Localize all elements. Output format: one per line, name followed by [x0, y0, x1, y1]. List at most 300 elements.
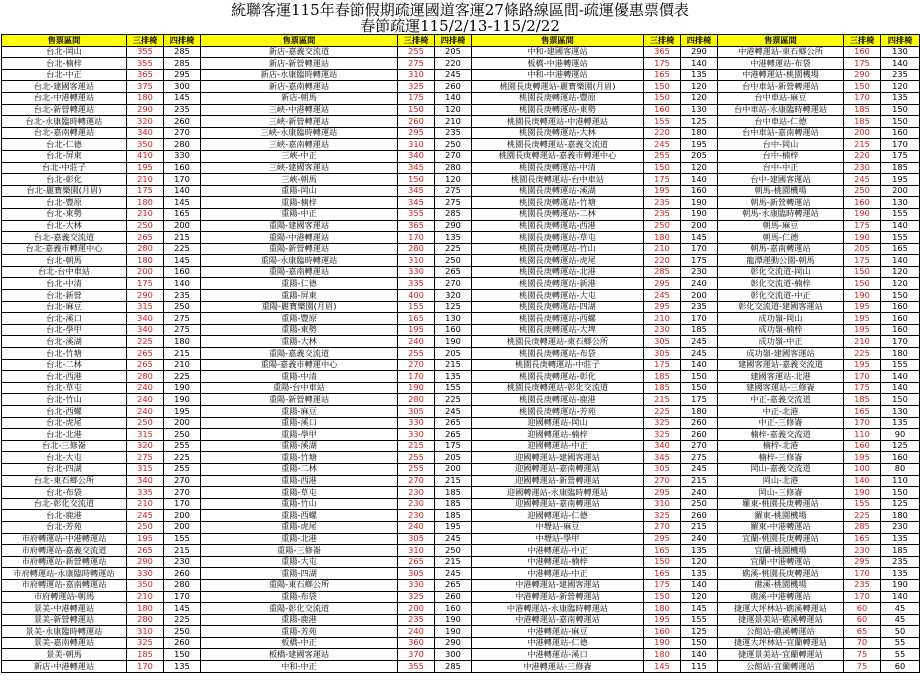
three-row-price-cell: 150: [398, 174, 435, 186]
three-row-price-cell: 240: [127, 382, 164, 394]
four-row-price-cell: 160: [164, 162, 201, 174]
four-row-price-cell: 175: [881, 150, 920, 162]
four-row-price-cell: 80: [881, 463, 920, 475]
four-row-price-cell: 125: [681, 116, 718, 128]
route-cell: 朝馬-嘉南轉運站: [718, 243, 844, 255]
four-row-price-cell: 280: [164, 139, 201, 151]
four-row-price-cell: 190: [681, 208, 718, 220]
three-row-price-cell: 240: [398, 626, 435, 638]
table-row: [2, 243, 920, 255]
three-row-price-cell: 175: [127, 185, 164, 197]
route-cell: 捷運景美站-宜蘭轉運站: [718, 649, 844, 661]
table-row: [2, 661, 920, 673]
four-row-price-cell: 205: [435, 46, 472, 58]
four-row-price-cell: 265: [435, 429, 472, 441]
four-row-price-cell: 130: [881, 46, 920, 58]
table-row: [2, 545, 920, 557]
route-cell: 台中車站-永康臨時轉運站: [718, 104, 844, 116]
four-row-price-cell: 180: [681, 127, 718, 139]
route-cell: 台北-中港轉運站: [2, 92, 127, 104]
col-header-route: 售票區間: [472, 35, 644, 47]
four-row-price-cell: 150: [881, 487, 920, 499]
route-cell: 中港轉運站-建國客運站: [472, 579, 644, 591]
table-row: [2, 429, 920, 441]
four-row-price-cell: 125: [435, 301, 472, 313]
col-header-route: 售票區間: [201, 35, 398, 47]
four-row-price-cell: 280: [164, 579, 201, 591]
route-cell: 成功嶺-楠梓: [718, 324, 844, 336]
four-row-price-cell: 275: [435, 197, 472, 209]
three-row-price-cell: 310: [398, 255, 435, 267]
route-cell: 三峽-朝馬: [201, 174, 398, 186]
three-row-price-cell: 255: [398, 463, 435, 475]
fare-table-body: [2, 46, 920, 672]
three-row-price-cell: 150: [644, 556, 681, 568]
four-row-price-cell: 135: [681, 69, 718, 81]
four-row-price-cell: 140: [164, 278, 201, 290]
three-row-price-cell: 160: [844, 440, 881, 452]
route-cell: 桃園長庚轉運站-麗寶樂園(月眉): [472, 81, 644, 93]
four-row-price-cell: 160: [681, 185, 718, 197]
route-cell: 景美-中港轉運站: [2, 603, 127, 615]
route-cell: 捷運景美站-礁溪轉運站: [718, 614, 844, 626]
route-cell: 重陽-麻豆: [201, 406, 398, 418]
table-row: [2, 440, 920, 452]
route-cell: 宜蘭-桃園長庚轉運站: [718, 533, 844, 545]
route-cell: 重陽-建國客運站: [201, 220, 398, 232]
three-row-price-cell: 325: [398, 591, 435, 603]
four-row-price-cell: 130: [881, 197, 920, 209]
three-row-price-cell: 230: [398, 498, 435, 510]
four-row-price-cell: 245: [435, 568, 472, 580]
route-cell: 建國客運站-嘉義交流道: [718, 359, 844, 371]
route-cell: 中正-嘉義交流道: [718, 394, 844, 406]
four-row-price-cell: 260: [435, 81, 472, 93]
three-row-price-cell: 145: [644, 661, 681, 673]
four-row-price-cell: 245: [681, 336, 718, 348]
three-row-price-cell: 175: [127, 278, 164, 290]
four-row-price-cell: 260: [681, 510, 718, 522]
four-row-price-cell: 135: [881, 568, 920, 580]
route-cell: 市府轉運站-嘉南轉運站: [2, 579, 127, 591]
three-row-price-cell: 180: [127, 92, 164, 104]
route-cell: 桃園長庚轉運站-新港: [472, 278, 644, 290]
four-row-price-cell: 120: [435, 174, 472, 186]
route-cell: 迎國轉運站-新營轉運站: [472, 475, 644, 487]
route-cell: 桃園長庚轉運站-大屯: [472, 290, 644, 302]
three-row-price-cell: 220: [644, 255, 681, 267]
four-row-price-cell: 200: [164, 220, 201, 232]
route-cell: 桃園長庚轉運站-四湖: [472, 301, 644, 313]
route-cell: 重陽-新營轉運站: [201, 243, 398, 255]
three-row-price-cell: 190: [398, 382, 435, 394]
table-row: [2, 591, 920, 603]
four-row-price-cell: 285: [164, 58, 201, 70]
three-row-price-cell: 280: [398, 243, 435, 255]
four-row-price-cell: 140: [881, 382, 920, 394]
route-cell: 重陽-彰化交流道: [201, 603, 398, 615]
col-header-four-row: 四排椅: [435, 35, 472, 47]
col-header-three-row: 三排椅: [398, 35, 435, 47]
three-row-price-cell: 60: [844, 603, 881, 615]
three-row-price-cell: 190: [644, 637, 681, 649]
col-header-route: 售票區間: [718, 35, 844, 47]
route-cell: 迎國轉運站-仁德: [472, 510, 644, 522]
route-cell: 礁溪-桃園長庚轉運站: [718, 568, 844, 580]
four-row-price-cell: 185: [881, 545, 920, 557]
route-cell: 朝馬-新營轉運站: [718, 197, 844, 209]
three-row-price-cell: 185: [127, 649, 164, 661]
four-row-price-cell: 160: [435, 324, 472, 336]
four-row-price-cell: 240: [681, 487, 718, 499]
route-cell: 台北-中莊子: [2, 162, 127, 174]
route-cell: 重陽-新營轉運站: [201, 394, 398, 406]
route-cell: 重陽-台中車站: [201, 382, 398, 394]
table-row: [2, 521, 920, 533]
three-row-price-cell: 365: [644, 46, 681, 58]
col-header-four-row: 四排椅: [681, 35, 718, 47]
four-row-price-cell: 245: [435, 406, 472, 418]
four-row-price-cell: 265: [435, 579, 472, 591]
table-row: [2, 150, 920, 162]
table-row: [2, 46, 920, 58]
four-row-price-cell: 160: [881, 452, 920, 464]
three-row-price-cell: 305: [398, 406, 435, 418]
route-cell: 台中-岡山: [718, 139, 844, 151]
three-row-price-cell: 195: [398, 324, 435, 336]
three-row-price-cell: 255: [644, 150, 681, 162]
four-row-price-cell: 205: [681, 150, 718, 162]
route-cell: 迎國轉運站-永康臨時轉運站: [472, 487, 644, 499]
four-row-price-cell: 150: [681, 637, 718, 649]
table-row: [2, 603, 920, 615]
four-row-price-cell: 250: [435, 255, 472, 267]
four-row-price-cell: 140: [681, 58, 718, 70]
four-row-price-cell: 185: [435, 510, 472, 522]
four-row-price-cell: 265: [435, 417, 472, 429]
route-cell: 台北-楠梓: [2, 58, 127, 70]
route-cell: 重陽-嘉義市轉運中心: [201, 359, 398, 371]
route-cell: 三峽-永康臨時轉運站: [201, 127, 398, 139]
route-cell: 市府轉運站-新營轉運站: [2, 556, 127, 568]
four-row-price-cell: 190: [435, 614, 472, 626]
route-cell: 台北-虎尾: [2, 417, 127, 429]
three-row-price-cell: 315: [127, 301, 164, 313]
four-row-price-cell: 215: [435, 359, 472, 371]
route-cell: 彰化交流道-建國客運站: [718, 301, 844, 313]
four-row-price-cell: 120: [681, 591, 718, 603]
three-row-price-cell: 170: [844, 591, 881, 603]
four-row-price-cell: 130: [881, 406, 920, 418]
four-row-price-cell: 250: [435, 139, 472, 151]
route-cell: 迎國轉運站-建國客運站: [472, 452, 644, 464]
four-row-price-cell: 200: [164, 521, 201, 533]
four-row-price-cell: 250: [435, 545, 472, 557]
three-row-price-cell: 255: [398, 452, 435, 464]
route-cell: 迎國轉運站-嘉南轉運站: [472, 498, 644, 510]
route-cell: 桃園長庚轉運站-西港: [472, 220, 644, 232]
four-row-price-cell: 50: [881, 626, 920, 638]
four-row-price-cell: 205: [435, 348, 472, 360]
route-cell: 建國客運站-北港: [718, 371, 844, 383]
table-row: [2, 487, 920, 499]
route-cell: 台北-西港: [2, 371, 127, 383]
four-row-price-cell: 200: [881, 185, 920, 197]
three-row-price-cell: 325: [644, 429, 681, 441]
route-cell: 桃園長庚轉運站-大埤: [472, 324, 644, 336]
four-row-price-cell: 160: [881, 127, 920, 139]
four-row-price-cell: 300: [435, 649, 472, 661]
four-row-price-cell: 190: [681, 197, 718, 209]
route-cell: 重陽-虎尾: [201, 521, 398, 533]
table-row: [2, 139, 920, 151]
route-cell: 台北-溪湖: [2, 336, 127, 348]
route-cell: 三峽-中正: [201, 150, 398, 162]
four-row-price-cell: 180: [881, 510, 920, 522]
four-row-price-cell: 190: [164, 394, 201, 406]
four-row-price-cell: 115: [681, 661, 718, 673]
three-row-price-cell: 150: [844, 278, 881, 290]
route-cell: 市府轉運站-永康臨時轉運站: [2, 568, 127, 580]
route-cell: 重陽-大林: [201, 336, 398, 348]
route-cell: 楠梓-三修崙: [718, 452, 844, 464]
four-row-price-cell: 285: [435, 208, 472, 220]
four-row-price-cell: 135: [435, 232, 472, 244]
route-cell: 公館站-宜蘭轉運站: [718, 661, 844, 673]
four-row-price-cell: 135: [681, 568, 718, 580]
route-cell: 景美-永康臨時轉運站: [2, 626, 127, 638]
three-row-price-cell: 195: [127, 533, 164, 545]
route-cell: 台北-芳苑: [2, 521, 127, 533]
four-row-price-cell: 275: [164, 324, 201, 336]
table-row: [2, 220, 920, 232]
route-cell: 新店-嘉義交流道: [201, 46, 398, 58]
three-row-price-cell: 210: [127, 208, 164, 220]
three-row-price-cell: 195: [127, 162, 164, 174]
four-row-price-cell: 140: [681, 174, 718, 186]
route-cell: 桃園長庚轉運站-彰化交流道: [472, 382, 644, 394]
three-row-price-cell: 230: [844, 545, 881, 557]
four-row-price-cell: 145: [164, 197, 201, 209]
four-row-price-cell: 215: [164, 545, 201, 557]
three-row-price-cell: 165: [644, 545, 681, 557]
route-cell: 成功嶺-建國客運站: [718, 348, 844, 360]
four-row-price-cell: 270: [435, 150, 472, 162]
four-row-price-cell: 275: [681, 452, 718, 464]
three-row-price-cell: 175: [844, 220, 881, 232]
route-cell: 迎國轉運站-嘉南轉運站: [472, 463, 644, 475]
route-cell: 楠梓-北港: [718, 440, 844, 452]
route-cell: 中港轉運站-東石鄉公所: [718, 46, 844, 58]
four-row-price-cell: 265: [435, 266, 472, 278]
route-cell: 重陽-豐原: [201, 313, 398, 325]
three-row-price-cell: 240: [398, 521, 435, 533]
four-row-price-cell: 140: [435, 92, 472, 104]
four-row-price-cell: 185: [681, 324, 718, 336]
three-row-price-cell: 275: [398, 58, 435, 70]
four-row-price-cell: 205: [435, 452, 472, 464]
three-row-price-cell: 340: [127, 313, 164, 325]
four-row-price-cell: 135: [681, 545, 718, 557]
three-row-price-cell: 100: [844, 463, 881, 475]
route-cell: 桃園長庚轉運站-竹塘: [472, 197, 644, 209]
three-row-price-cell: 295: [644, 533, 681, 545]
three-row-price-cell: 330: [398, 417, 435, 429]
route-cell: 台北-台中車站: [2, 266, 127, 278]
four-row-price-cell: 140: [881, 255, 920, 267]
four-row-price-cell: 260: [164, 568, 201, 580]
four-row-price-cell: 190: [435, 626, 472, 638]
route-cell: 中正-三修崙: [718, 417, 844, 429]
route-cell: 中和-中港轉運站: [472, 69, 644, 81]
four-row-price-cell: 145: [681, 232, 718, 244]
route-cell: 重陽-竹塘: [201, 452, 398, 464]
table-row: [2, 348, 920, 360]
three-row-price-cell: 160: [844, 46, 881, 58]
three-row-price-cell: 150: [644, 92, 681, 104]
table-row: [2, 127, 920, 139]
route-cell: 中和-建國客運站: [472, 46, 644, 58]
four-row-price-cell: 120: [681, 92, 718, 104]
route-cell: 桃園長庚轉運站-東石鄉公所: [472, 336, 644, 348]
three-row-price-cell: 340: [644, 440, 681, 452]
three-row-price-cell: 265: [398, 556, 435, 568]
three-row-price-cell: 195: [844, 324, 881, 336]
route-cell: 桃園長庚轉運站-北港: [472, 266, 644, 278]
four-row-price-cell: 145: [164, 92, 201, 104]
four-row-price-cell: 120: [881, 81, 920, 93]
three-row-price-cell: 340: [127, 127, 164, 139]
three-row-price-cell: 250: [127, 417, 164, 429]
route-cell: 台中車站-仁德: [718, 116, 844, 128]
three-row-price-cell: 195: [844, 359, 881, 371]
route-cell: 羅東-桃園機場: [718, 510, 844, 522]
route-cell: 市府轉運站-中港轉運站: [2, 533, 127, 545]
route-cell: 三峽-建國客運站: [201, 162, 398, 174]
route-cell: 重陽-三修崙: [201, 545, 398, 557]
route-cell: 台北-東勢: [2, 208, 127, 220]
route-cell: 台北-彰化: [2, 174, 127, 186]
three-row-price-cell: 170: [844, 92, 881, 104]
route-cell: 中港轉運站-楠梓: [472, 556, 644, 568]
three-row-price-cell: 195: [844, 301, 881, 313]
three-row-price-cell: 325: [644, 510, 681, 522]
route-cell: 台北-嘉義交流道: [2, 232, 127, 244]
three-row-price-cell: 305: [398, 533, 435, 545]
route-cell: 中港轉運站-麻豆: [472, 626, 644, 638]
route-cell: 台北-北港: [2, 429, 127, 441]
route-cell: 朝馬-桃園機場: [718, 185, 844, 197]
four-row-price-cell: 45: [881, 614, 920, 626]
three-row-price-cell: 215: [644, 394, 681, 406]
route-cell: 景美-朝馬: [2, 649, 127, 661]
three-row-price-cell: 175: [644, 58, 681, 70]
four-row-price-cell: 170: [881, 336, 920, 348]
three-row-price-cell: 270: [398, 475, 435, 487]
four-row-price-cell: 55: [881, 637, 920, 649]
four-row-price-cell: 225: [164, 452, 201, 464]
four-row-price-cell: 215: [164, 348, 201, 360]
four-row-price-cell: 200: [164, 510, 201, 522]
four-row-price-cell: 190: [164, 382, 201, 394]
four-row-price-cell: 270: [164, 475, 201, 487]
three-row-price-cell: 355: [127, 58, 164, 70]
three-row-price-cell: 205: [844, 243, 881, 255]
three-row-price-cell: 150: [844, 266, 881, 278]
route-cell: 台北-新營轉運站: [2, 104, 127, 116]
three-row-price-cell: 250: [127, 220, 164, 232]
four-row-price-cell: 185: [881, 162, 920, 174]
route-cell: 羅東-桃園長庚轉運站: [718, 498, 844, 510]
table-row: [2, 626, 920, 638]
route-cell: 中港轉運站-溪口: [472, 649, 644, 661]
route-cell: 重陽-嘉南轉運站: [201, 266, 398, 278]
table-row: [2, 510, 920, 522]
four-row-price-cell: 170: [164, 498, 201, 510]
four-row-price-cell: 185: [435, 487, 472, 499]
four-row-price-cell: 260: [164, 637, 201, 649]
four-row-price-cell: 240: [681, 278, 718, 290]
three-row-price-cell: 210: [644, 313, 681, 325]
table-row: [2, 185, 920, 197]
route-cell: 台北-東石鄉公所: [2, 475, 127, 487]
route-cell: 台北-岡山: [2, 46, 127, 58]
table-row: [2, 579, 920, 591]
three-row-price-cell: 245: [644, 139, 681, 151]
route-cell: 台北-朝馬: [2, 255, 127, 267]
route-cell: 桃園長庚轉運站-中莊子: [472, 359, 644, 371]
three-row-price-cell: 175: [844, 58, 881, 70]
three-row-price-cell: 310: [398, 69, 435, 81]
table-row: [2, 568, 920, 580]
three-row-price-cell: 365: [127, 69, 164, 81]
four-row-price-cell: 135: [881, 417, 920, 429]
three-row-price-cell: 170: [844, 417, 881, 429]
route-cell: 台北-草屯: [2, 382, 127, 394]
four-row-price-cell: 155: [881, 232, 920, 244]
route-cell: 桃園長庚轉運站-布袋: [472, 348, 644, 360]
three-row-price-cell: 170: [844, 568, 881, 580]
three-row-price-cell: 190: [844, 487, 881, 499]
route-cell: 台北-三修崙: [2, 440, 127, 452]
route-cell: 中港轉運站-中正: [472, 545, 644, 557]
col-header-three-row: 三排椅: [644, 35, 681, 47]
three-row-price-cell: 170: [398, 232, 435, 244]
route-cell: 礁溪-中港轉運站: [718, 591, 844, 603]
three-row-price-cell: 350: [127, 139, 164, 151]
route-cell: 新店-永康臨時轉運站: [201, 69, 398, 81]
three-row-price-cell: 280: [127, 371, 164, 383]
three-row-price-cell: 175: [644, 579, 681, 591]
four-row-price-cell: 285: [435, 661, 472, 673]
three-row-price-cell: 170: [398, 371, 435, 383]
four-row-price-cell: 215: [435, 475, 472, 487]
route-cell: 重陽-麗寶樂園(月眉): [201, 301, 398, 313]
four-row-price-cell: 200: [681, 290, 718, 302]
four-row-price-cell: 130: [435, 313, 472, 325]
page-subtitle: 春節疏運115/2/13-115/2/22: [360, 17, 560, 35]
three-row-price-cell: 295: [398, 127, 435, 139]
three-row-price-cell: 345: [398, 162, 435, 174]
three-row-price-cell: 280: [398, 394, 435, 406]
four-row-price-cell: 225: [164, 243, 201, 255]
three-row-price-cell: 295: [644, 301, 681, 313]
four-row-price-cell: 250: [164, 301, 201, 313]
four-row-price-cell: 165: [881, 243, 920, 255]
four-row-price-cell: 200: [435, 463, 472, 475]
four-row-price-cell: 170: [881, 139, 920, 151]
four-row-price-cell: 150: [881, 116, 920, 128]
